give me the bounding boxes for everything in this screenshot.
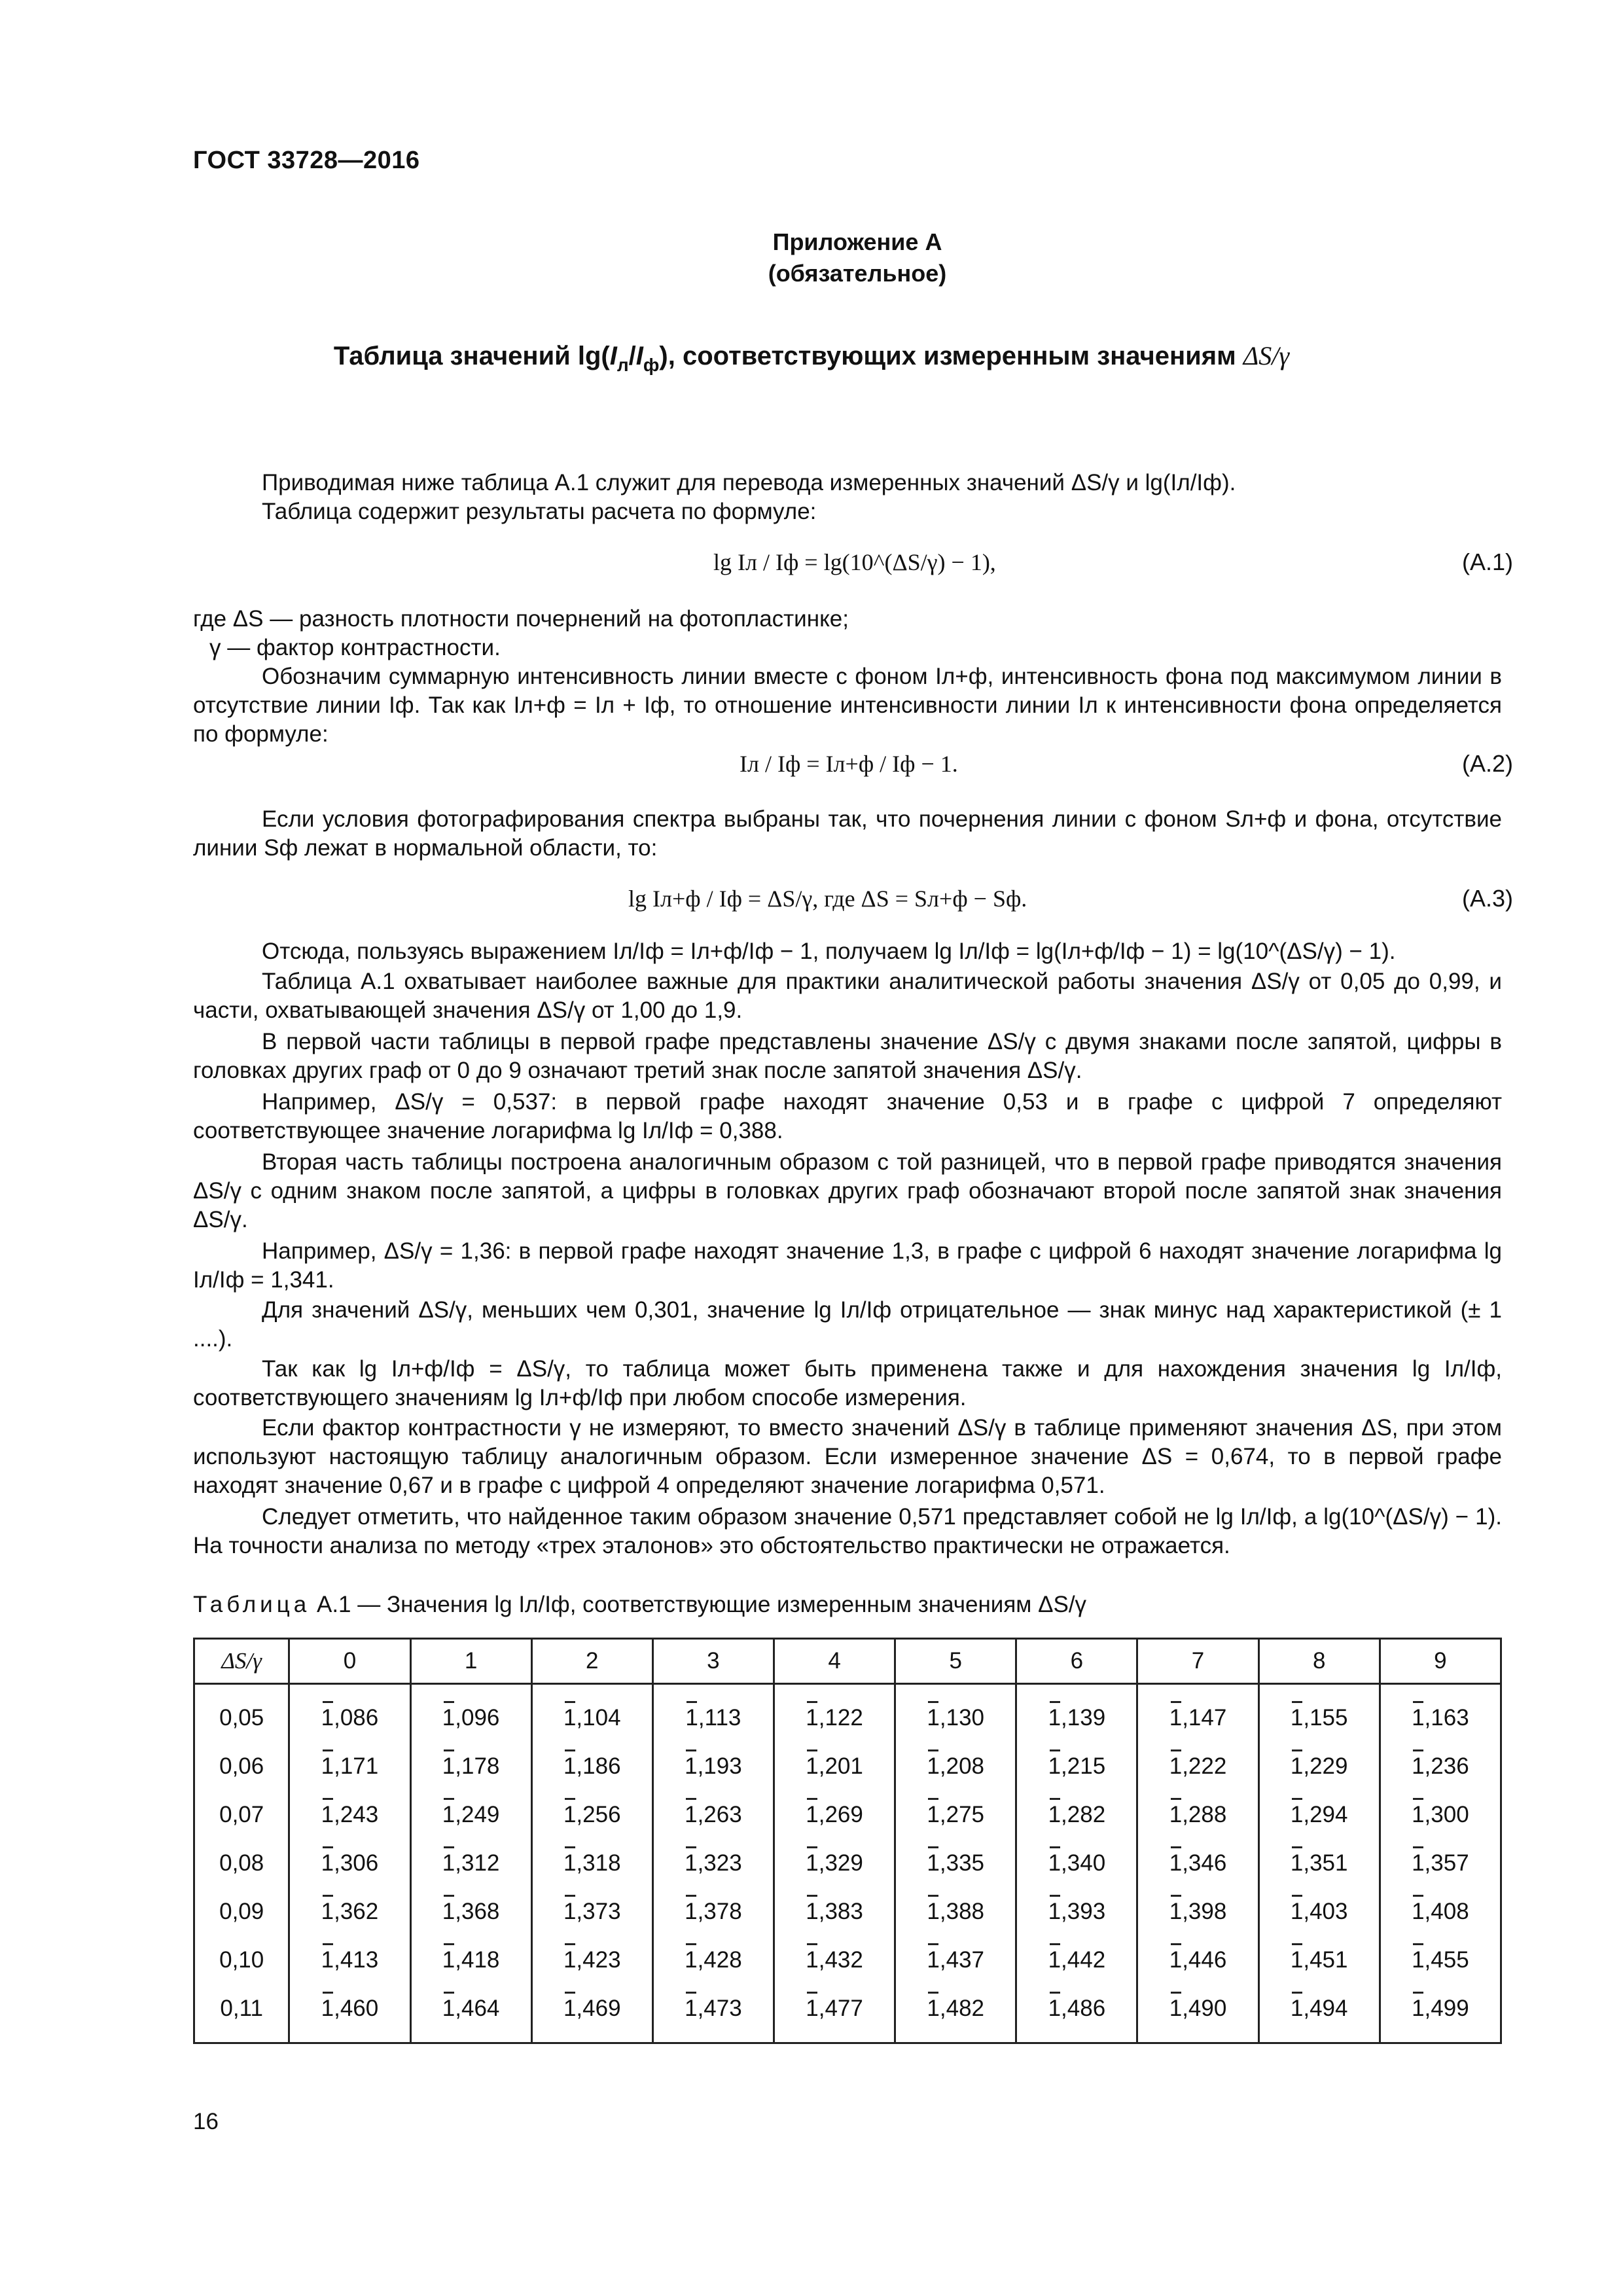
negative-characteristic-bar [928,1798,938,1800]
negative-characteristic-bar [807,1749,817,1751]
negative-characteristic-bar [928,1846,938,1848]
negative-characteristic-bar [444,1749,454,1751]
value-cell [1258,1839,1380,1888]
log-value: 1,455 [1412,1947,1469,1973]
table-header-row [194,1639,1501,1684]
table-row [194,1742,1501,1791]
log-value: 1,446 [1169,1947,1227,1973]
log-value: 1,178 [442,1753,500,1780]
log-value: 1,104 [563,1705,621,1731]
header-col-5: 5 [895,1639,1016,1684]
log-value: 1,393 [1048,1899,1106,1925]
negative-characteristic-bar [1292,1749,1302,1751]
formula-a1-number: (А.1) [1461,548,1513,575]
value-cell [1380,1888,1501,1936]
log-value: 1,469 [563,1996,621,2022]
log-value: 1,499 [1412,1996,1469,2022]
value-cell [289,1684,410,1743]
log-value: 1,163 [1412,1705,1469,1731]
table-row [194,1791,1501,1839]
log-value: 1,208 [927,1753,984,1780]
value-cell [652,1791,774,1839]
log-value: 1,378 [685,1899,742,1925]
log-value: 1,464 [442,1996,500,2022]
negative-characteristic-bar [1413,1701,1423,1703]
negative-characteristic-bar [323,1749,333,1751]
title-slash: / [628,342,636,370]
value-cell [1380,1742,1501,1791]
negative-characteristic-bar [1292,1992,1302,1994]
log-value: 1,460 [321,1996,379,2022]
negative-characteristic-bar [1050,1749,1060,1751]
log-value: 1,346 [1169,1850,1227,1876]
log-value: 1,113 [685,1705,741,1731]
negative-characteristic-bar [444,1895,454,1897]
log-value: 1,482 [927,1996,984,2022]
negative-characteristic-bar [1292,1895,1302,1897]
title-if: I [635,342,643,370]
log-value: 1,432 [806,1947,863,1973]
log-value: 1,139 [1048,1705,1106,1731]
log-value: 1,357 [1412,1850,1469,1876]
value-cell [289,1791,410,1839]
log-value: 1,473 [685,1996,742,2022]
log-value: 1,155 [1291,1705,1348,1731]
log-value: 1,300 [1412,1802,1469,1828]
paragraph-13: Если фактор контрастности γ не измеряют, то вместо значений ΔS/γ в таблице применяют значения ΔS, при этом используют настоящую таблицу аналогичным образом. Если измеренное значение ΔS = 0,674, то в первой графе находят значение 0,67 и в графе с цифрой 4 определяют значение логарифма 0,571. [193,1415,1502,1498]
negative-characteristic-bar [1050,1846,1060,1848]
log-value: 1,486 [1048,1996,1106,2022]
value-cell [1137,1888,1258,1936]
value-cell [289,1936,410,1984]
row-key-cell: 0,05 [194,1684,289,1743]
table-body [194,1684,1501,2043]
header-col-1: 1 [410,1639,531,1684]
negative-characteristic-bar [686,1798,696,1800]
negative-characteristic-bar [1171,1798,1181,1800]
value-cell [774,1791,895,1839]
row-key-cell: 0,11 [194,1984,289,2043]
paragraph-10: Например, ΔS/γ = 1,36: в первой графе находят значение 1,3, в графе с цифрой 6 находят значение логарифма lg Iл/Iф = 1,341. [193,1238,1502,1293]
value-cell [652,1684,774,1743]
negative-characteristic-bar [565,1798,575,1800]
log-value: 1,373 [563,1899,621,1925]
value-cell [652,1888,774,1936]
log-value: 1,269 [806,1802,863,1828]
negative-characteristic-bar [444,1992,454,1994]
value-cell [531,1839,652,1888]
negative-characteristic-bar [565,1992,575,1994]
negative-characteristic-bar [1292,1798,1302,1800]
value-cell [895,1936,1016,1984]
paragraph-12: Так как lg Iл+ф/Iф = ΔS/γ, то таблица может быть применена также и для нахождения значения lg Iл/Iф, соответствующего значениям lg Iл+ф/Iф при любом способе измерения. [193,1356,1502,1410]
log-value: 1,451 [1291,1947,1348,1973]
document-id: ГОСТ 33728—2016 [193,147,420,174]
log-value: 1,222 [1169,1753,1227,1780]
value-cell [289,1839,410,1888]
value-cell [1137,1791,1258,1839]
log-value: 1,383 [806,1899,863,1925]
log-value: 1,243 [321,1802,379,1828]
value-cell [895,1839,1016,1888]
negative-characteristic-bar [686,1943,696,1945]
negative-characteristic-bar [807,1798,817,1800]
log-value: 1,256 [563,1802,621,1828]
row-key-cell: 0,10 [194,1936,289,1984]
negative-characteristic-bar [928,1701,938,1703]
value-cell [1258,1888,1380,1936]
log-value: 1,351 [1291,1850,1348,1876]
row-key-cell: 0,08 [194,1839,289,1888]
value-cell [410,1936,531,1984]
log-value: 1,408 [1412,1899,1469,1925]
negative-characteristic-bar [1171,1701,1181,1703]
negative-characteristic-bar [323,1895,333,1897]
title-delta-s: ΔS/γ [1243,341,1290,370]
negative-characteristic-bar [323,1992,333,1994]
appendix-name: Приложение А [772,228,942,255]
value-cell [531,1742,652,1791]
title-il-sub: л [616,354,629,375]
value-cell [1137,1936,1258,1984]
value-cell [652,1839,774,1888]
title-il: I [609,342,617,370]
header-col-7: 7 [1137,1639,1258,1684]
header-col-6: 6 [1016,1639,1137,1684]
value-cell [289,1888,410,1936]
negative-characteristic-bar [323,1798,333,1800]
value-cell [895,1791,1016,1839]
negative-characteristic-bar [807,1943,817,1945]
value-cell [531,1984,652,2043]
negative-characteristic-bar [323,1701,333,1703]
header-col-9: 9 [1380,1639,1501,1684]
formula-a3-number: (А.3) [1461,885,1513,912]
log-value: 1,413 [321,1947,379,1973]
negative-characteristic-bar [444,1846,454,1848]
log-value: 1,423 [563,1947,621,1973]
negative-characteristic-bar [687,1701,697,1703]
negative-characteristic-bar [565,1846,575,1848]
paragraph-1: Приводимая ниже таблица А.1 служит для перевода измеренных значений ΔS/γ и lg(Iл/Iф). [262,470,1236,495]
paragraph-8: Например, ΔS/γ = 0,537: в первой графе находят значение 0,53 и в графе с цифрой 7 определяют соответствующее значение логарифма lg Iл/Iф = 0,388. [193,1089,1502,1143]
formula-a2-number: (А.2) [1461,750,1513,777]
value-cell [410,1888,531,1936]
log-value: 1,193 [685,1753,742,1780]
log-value: 1,215 [1048,1753,1106,1780]
negative-characteristic-bar [1413,1895,1423,1897]
value-cell [895,1984,1016,2043]
appendix-heading [0,226,1623,289]
log-value: 1,388 [927,1899,984,1925]
negative-characteristic-bar [1171,1992,1181,1994]
value-cell [1258,1684,1380,1743]
log-value: 1,171 [321,1753,379,1780]
header-col-8: 8 [1258,1639,1380,1684]
value-cell [1380,1684,1501,1743]
where-gamma: γ — фактор контрастности. [209,635,501,660]
table-row [194,1684,1501,1743]
values-table [193,1638,1502,2044]
negative-characteristic-bar [323,1943,333,1945]
value-cell [1016,1684,1137,1743]
log-value: 1,186 [563,1753,621,1780]
value-cell [1016,1936,1137,1984]
negative-characteristic-bar [1050,1895,1060,1897]
page-number: 16 [193,2109,219,2134]
value-cell [531,1888,652,1936]
table-row [194,1839,1501,1888]
negative-characteristic-bar [1413,1749,1423,1751]
negative-characteristic-bar [928,1943,938,1945]
value-cell [1137,1742,1258,1791]
negative-characteristic-bar [1171,1943,1181,1945]
log-value: 1,312 [442,1850,500,1876]
value-cell [774,1888,895,1936]
log-value: 1,249 [442,1802,500,1828]
negative-characteristic-bar [1413,1992,1423,1994]
log-value: 1,229 [1291,1753,1348,1780]
negative-characteristic-bar [1050,1992,1060,1994]
formula-a1: lg Iл / Iф = lg(10^(ΔS/γ) − 1), [713,549,996,575]
value-cell [1258,1984,1380,2043]
log-value: 1,275 [927,1802,984,1828]
negative-characteristic-bar [1413,1943,1423,1945]
value-cell [531,1684,652,1743]
paragraph-11: Для значений ΔS/γ, меньших чем 0,301, значение lg Iл/Iф отрицательное — знак минус над характеристикой (± 1 ....). [193,1297,1502,1352]
value-cell [289,1742,410,1791]
negative-characteristic-bar [565,1895,575,1897]
negative-characteristic-bar [807,1895,817,1897]
value-cell [1380,1839,1501,1888]
value-cell [774,1742,895,1791]
appendix-status: (обязательное) [768,260,947,287]
value-cell [410,1839,531,1888]
log-value: 1,418 [442,1947,500,1973]
log-value: 1,263 [685,1802,742,1828]
value-cell [410,1984,531,2043]
log-value: 1,340 [1048,1850,1106,1876]
log-value: 1,282 [1048,1802,1106,1828]
value-cell [289,1984,410,2043]
log-value: 1,437 [927,1947,984,1973]
negative-characteristic-bar [1413,1846,1423,1848]
page-title [0,340,1623,375]
log-value: 1,368 [442,1899,500,1925]
negative-characteristic-bar [928,1895,938,1897]
value-cell [774,1984,895,2043]
header-col-3: 3 [652,1639,774,1684]
value-cell [652,1936,774,1984]
paragraph-9: Вторая часть таблицы построена аналогичным образом с той разницей, что в первой графе приводятся значения ΔS/γ с одним знаком после запятой, а цифры в головках других граф обозначают второй после запятой знак значения ΔS/γ. [193,1149,1502,1232]
log-value: 1,323 [685,1850,742,1876]
title-if-sub: ф [643,354,660,375]
value-cell [1016,1791,1137,1839]
header-col-4: 4 [774,1639,895,1684]
log-value: 1,236 [1412,1753,1469,1780]
paragraph-3: Обозначим суммарную интенсивность линии вместе с фоном Iл+ф, интенсивность фона под максимумом линии в отсутствие линии Iф. Так как Iл+ф = Iл + Iф, то отношение интенсивности линии Iл к интенсивности фона определяется по формуле: [193,664,1502,747]
log-value: 1,147 [1169,1705,1227,1731]
negative-characteristic-bar [565,1943,575,1945]
log-value: 1,494 [1291,1996,1348,2022]
log-value: 1,428 [685,1947,742,1973]
negative-characteristic-bar [444,1943,454,1945]
negative-characteristic-bar [686,1846,696,1848]
row-key-cell: 0,07 [194,1791,289,1839]
value-cell [895,1742,1016,1791]
log-value: 1,362 [321,1899,379,1925]
value-cell [1137,1984,1258,2043]
negative-characteristic-bar [1171,1846,1181,1848]
paragraph-2: Таблица содержит результаты расчета по формуле: [262,499,817,524]
value-cell [531,1936,652,1984]
negative-characteristic-bar [928,1992,938,1994]
header-col-2: 2 [531,1639,652,1684]
negative-characteristic-bar [565,1701,575,1703]
log-value: 1,306 [321,1850,379,1876]
value-cell [410,1791,531,1839]
negative-characteristic-bar [323,1846,333,1848]
negative-characteristic-bar [807,1846,817,1848]
log-value: 1,294 [1291,1802,1348,1828]
table-caption-text: А.1 — Значения lg Iл/Iф, соответствующие измеренным значениям ΔS/γ [316,1592,1087,1617]
value-cell [1137,1839,1258,1888]
value-cell [652,1742,774,1791]
negative-characteristic-bar [686,1895,696,1897]
log-value: 1,403 [1291,1899,1348,1925]
header-col-0: 0 [289,1639,410,1684]
value-cell [1016,1984,1137,2043]
value-cell [774,1936,895,1984]
value-cell [1380,1791,1501,1839]
value-cell [1380,1936,1501,1984]
value-cell [1258,1936,1380,1984]
value-cell [1137,1684,1258,1743]
negative-characteristic-bar [1292,1846,1302,1848]
value-cell [1258,1791,1380,1839]
row-key-cell: 0,06 [194,1742,289,1791]
table-row [194,1984,1501,2043]
negative-characteristic-bar [1171,1895,1181,1897]
negative-characteristic-bar [1050,1798,1060,1800]
log-value: 1,130 [927,1705,984,1731]
table-caption-word: Таблица [193,1592,311,1617]
formula-a2: Iл / Iф = Iл+ф / Iф − 1. [740,751,958,777]
value-cell [895,1888,1016,1936]
negative-characteristic-bar [1292,1943,1302,1945]
log-value: 1,477 [806,1996,863,2022]
formula-a3: lg Iл+ф / Iф = ΔS/γ, где ΔS = Sл+ф − Sф. [628,886,1027,912]
value-cell [531,1791,652,1839]
table-row [194,1936,1501,1984]
header-delta-s: ΔS/γ [194,1639,289,1684]
table-row [194,1888,1501,1936]
title-prefix: Таблица значений lg( [333,342,610,370]
log-value: 1,329 [806,1850,863,1876]
log-value: 1,096 [442,1705,500,1731]
log-value: 1,086 [321,1705,379,1731]
log-value: 1,442 [1048,1947,1106,1973]
value-cell [774,1684,895,1743]
log-value: 1,201 [806,1753,863,1780]
negative-characteristic-bar [444,1701,454,1703]
negative-characteristic-bar [807,1701,817,1703]
log-value: 1,318 [563,1850,621,1876]
negative-characteristic-bar [444,1798,454,1800]
paragraph-6: Таблица А.1 охватывает наиболее важные для практики аналитической работы значения ΔS/γ от 0,05 до 0,99, и части, охватывающей значения ΔS/γ от 1,00 до 1,9. [193,969,1502,1023]
value-cell [410,1684,531,1743]
title-suffix: ), соответствующих измеренным значениям [659,342,1243,370]
table-caption [193,1592,1086,1618]
value-cell [774,1839,895,1888]
log-value: 1,398 [1169,1899,1227,1925]
value-cell [410,1742,531,1791]
negative-characteristic-bar [686,1992,696,1994]
negative-characteristic-bar [807,1992,817,1994]
log-value: 1,122 [806,1705,863,1731]
paragraph-4: Если условия фотографирования спектра выбраны так, что почернения линии с фоном Sл+ф и фона, отсутствие линии Sф лежат в нормальной области, то: [193,806,1502,861]
value-cell [1016,1839,1137,1888]
log-value: 1,490 [1169,1996,1227,2022]
negative-characteristic-bar [1413,1798,1423,1800]
negative-characteristic-bar [686,1749,696,1751]
paragraph-7: В первой части таблицы в первой графе представлены значение ΔS/γ с двумя знаками после запятой, цифры в головках других граф от 0 до 9 означают третий знак после запятой значения ΔS/γ. [193,1029,1502,1083]
value-cell [1016,1742,1137,1791]
value-cell [1258,1742,1380,1791]
log-value: 1,288 [1169,1802,1227,1828]
value-cell [1380,1984,1501,2043]
negative-characteristic-bar [1292,1701,1302,1703]
value-cell [1016,1888,1137,1936]
negative-characteristic-bar [1171,1749,1181,1751]
log-value: 1,335 [927,1850,984,1876]
negative-characteristic-bar [1050,1943,1060,1945]
negative-characteristic-bar [1050,1701,1060,1703]
negative-characteristic-bar [928,1749,938,1751]
row-key-cell: 0,09 [194,1888,289,1936]
value-cell [895,1684,1016,1743]
negative-characteristic-bar [565,1749,575,1751]
value-cell [652,1984,774,2043]
paragraph-5: Отсюда, пользуясь выражением Iл/Iф = Iл+ф/Iф − 1, получаем lg Iл/Iф = lg(Iл+ф/Iф − 1) = lg(10^(ΔS/γ) − 1). [262,939,1396,964]
paragraph-14: Следует отметить, что найденное таким образом значение 0,571 представляет собой не lg Iл/Iф, а lg(10^(ΔS/γ) − 1). На точности анализа по методу «трех эталонов» это обстоятельство практически не отражается. [193,1504,1502,1558]
where-delta-s: где ΔS — разность плотности почернений на фотопластинке; [193,606,849,632]
